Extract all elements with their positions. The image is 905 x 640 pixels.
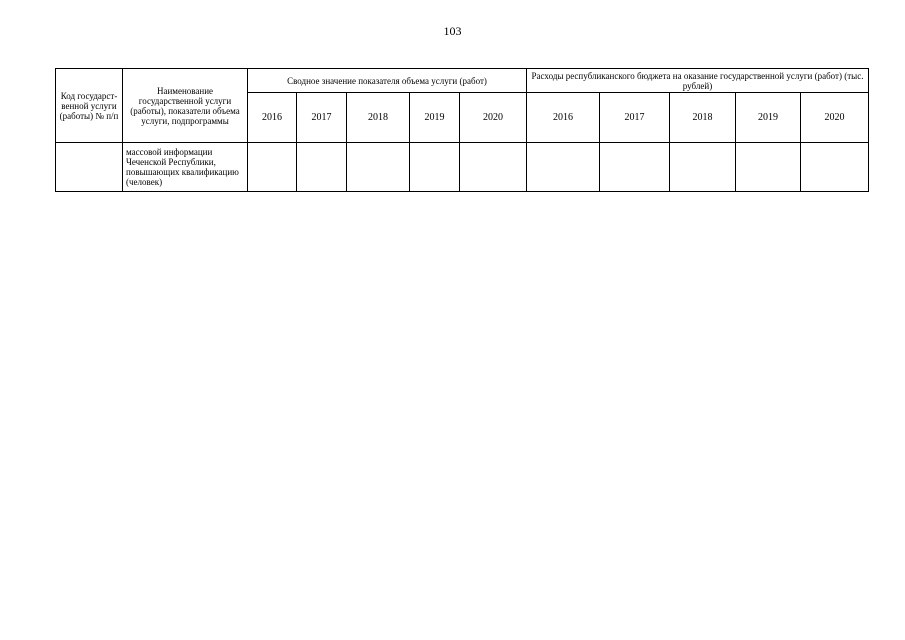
header-budget-year: 2017: [600, 93, 670, 143]
header-budget-year: 2018: [670, 93, 736, 143]
header-budget-group: Расходы республиканского бюджета на оказание государственной услуги (работ) (тыс. рублей): [527, 69, 869, 93]
row-budget-cell: [801, 143, 869, 192]
row-budget-cell: [600, 143, 670, 192]
header-volume-group: Сводное значение показателя объема услуги (работ): [248, 69, 527, 93]
row-volume-cell: [410, 143, 460, 192]
row-name-cell: массовой информации Чеченской Республики, повышающих квалификацию (человек): [123, 143, 248, 192]
row-volume-cell: [460, 143, 527, 192]
header-budget-year: 2016: [527, 93, 600, 143]
header-volume-year: 2019: [410, 93, 460, 143]
row-volume-cell: [297, 143, 347, 192]
header-budget-year: 2020: [801, 93, 869, 143]
row-budget-cell: [736, 143, 801, 192]
header-code: Код государст-венной услуги (работы) № п/п: [56, 69, 123, 143]
header-name: Наименование государственной услуги (работы), показатели объема услуги, подпрограммы: [123, 69, 248, 143]
row-volume-cell: [248, 143, 297, 192]
header-volume-year: 2016: [248, 93, 297, 143]
row-code-cell: [56, 143, 123, 192]
header-volume-year: 2020: [460, 93, 527, 143]
header-volume-year: 2018: [347, 93, 410, 143]
table-row: [56, 143, 869, 192]
services-table: [55, 68, 869, 192]
header-volume-year: 2017: [297, 93, 347, 143]
header-budget-year: 2019: [736, 93, 801, 143]
row-budget-cell: [527, 143, 600, 192]
header-row-groups: [56, 69, 869, 93]
page-number: 103: [443, 24, 462, 38]
row-budget-cell: [670, 143, 736, 192]
row-volume-cell: [347, 143, 410, 192]
